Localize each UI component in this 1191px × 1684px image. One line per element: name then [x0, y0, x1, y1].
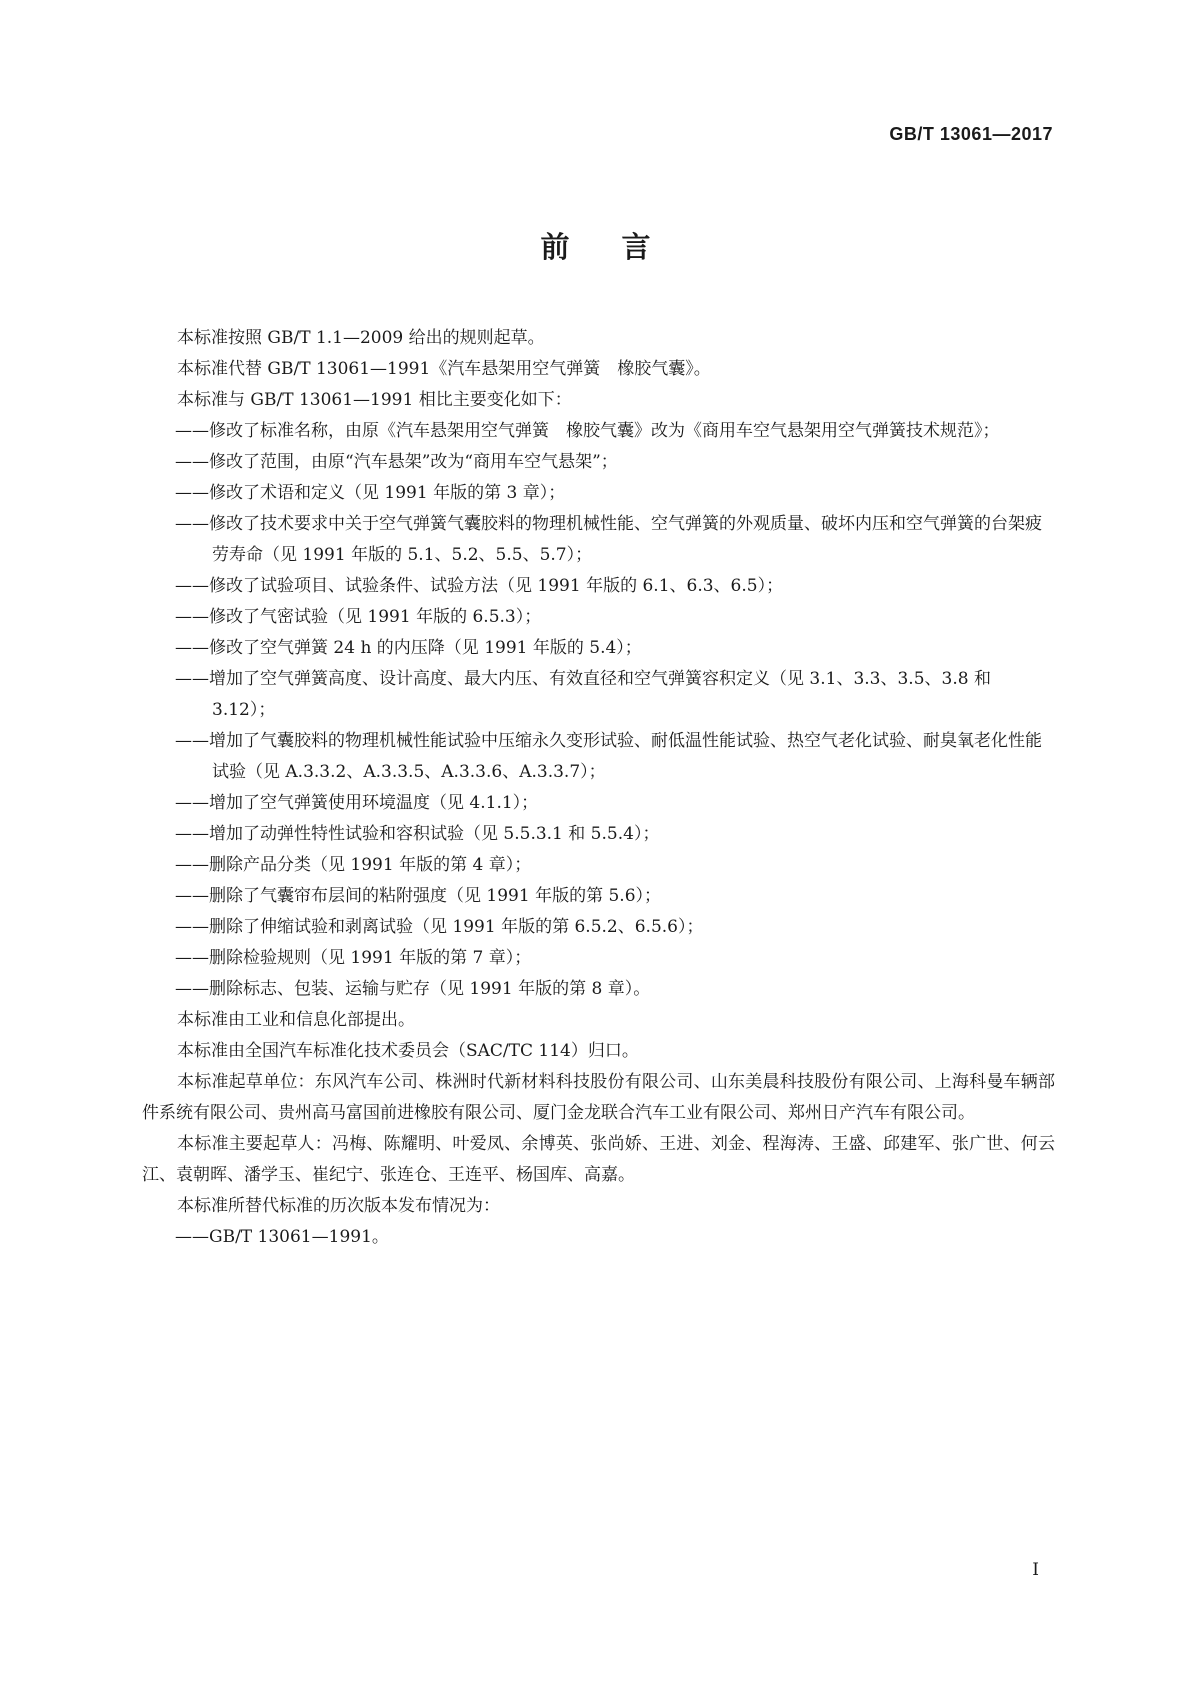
paragraph: 本标准起草单位：东风汽车公司、株洲时代新材料科技股份有限公司、山东美晨科技股份有限公司、上海科曼车辆部件系统有限公司、贵州高马富国前进橡胶有限公司、厦门金龙联合汽车工业有限公司、郑州日产汽车有限公司。 [142, 1072, 1055, 1123]
change-item: ——GB/T 13061—1991。 [175, 1227, 389, 1247]
change-item: ——删除了伸缩试验和剥离试验（见 1991 年版的第 6.5.2、6.5.6）； [175, 917, 704, 937]
paragraph: 本标准代替 GB/T 13061—1991《汽车悬架用空气弹簧 橡胶气囊》。 [177, 359, 711, 379]
paragraph: 本标准由全国汽车标准化技术委员会（SAC/TC 114）归口。 [177, 1041, 639, 1061]
change-item: ——删除标志、包装、运输与贮存（见 1991 年版的第 8 章）。 [175, 979, 651, 999]
page-number: I [1032, 1560, 1039, 1580]
paragraph: 本标准所替代标准的历次版本发布情况为： [177, 1196, 500, 1216]
change-item: ——删除了气囊帘布层间的粘附强度（见 1991 年版的第 5.6）； [175, 886, 662, 906]
change-item: ——修改了空气弹簧 24 h 的内压降（见 1991 年版的 5.4）； [175, 638, 642, 658]
change-item: ——增加了空气弹簧使用环境温度（见 4.1.1）； [175, 793, 539, 813]
change-item: ——修改了技术要求中关于空气弹簧气囊胶料的物理机械性能、空气弹簧的外观质量、破坏内压和空气弹簧的台架疲劳寿命（见 1991 年版的 5.1、5.2、5.5、5.7）； [175, 514, 1042, 565]
change-item: ——增加了气囊胶料的物理机械性能试验中压缩永久变形试验、耐低温性能试验、热空气老化试验、耐臭氧老化性能试验（见 A.3.3.2、A.3.3.5、A.3.3.6、A.3.3.7）； [175, 731, 1042, 782]
change-item: ——修改了气密试验（见 1991 年版的 6.5.3）； [175, 607, 542, 627]
change-item: ——修改了标准名称，由原《汽车悬架用空气弹簧 橡胶气囊》改为《商用车空气悬架用空气弹簧技术规范》； [175, 421, 1000, 441]
change-item: ——修改了试验项目、试验条件、试验方法（见 1991 年版的 6.1、6.3、6.5）； [175, 576, 784, 596]
change-item: ——增加了动弹性特性试验和容积试验（见 5.5.3.1 和 5.5.4）； [175, 824, 660, 844]
change-item: ——删除产品分类（见 1991 年版的第 4 章）； [175, 855, 532, 875]
change-item: ——修改了术语和定义（见 1991 年版的第 3 章）； [175, 483, 566, 503]
change-item: ——增加了空气弹簧高度、设计高度、最大内压、有效直径和空气弹簧容积定义（见 3.1、3.3、3.5、3.8 和 3.12）； [175, 669, 991, 720]
paragraph: 本标准与 GB/T 13061—1991 相比主要变化如下： [177, 390, 572, 410]
change-item: ——删除检验规则（见 1991 年版的第 7 章）； [175, 948, 532, 968]
paragraph: 本标准由工业和信息化部提出。 [177, 1010, 415, 1030]
standard-code: GB/T 13061—2017 [889, 124, 1053, 144]
change-item: ——修改了范围，由原“汽车悬架”改为“商用车空气悬架”； [175, 452, 618, 472]
paragraph: 本标准主要起草人：冯梅、陈耀明、叶爱凤、余博英、张尚娇、王进、刘金、程海涛、王盛、邱建军、张广世、何云江、袁朝晖、潘学玉、崔纪宁、张连仓、王连平、杨国库、高嘉。 [142, 1134, 1055, 1185]
paragraph: 本标准按照 GB/T 1.1—2009 给出的规则起草。 [177, 328, 545, 348]
page-title: 前言 [540, 230, 703, 264]
foreword-body [142, 323, 1055, 1253]
